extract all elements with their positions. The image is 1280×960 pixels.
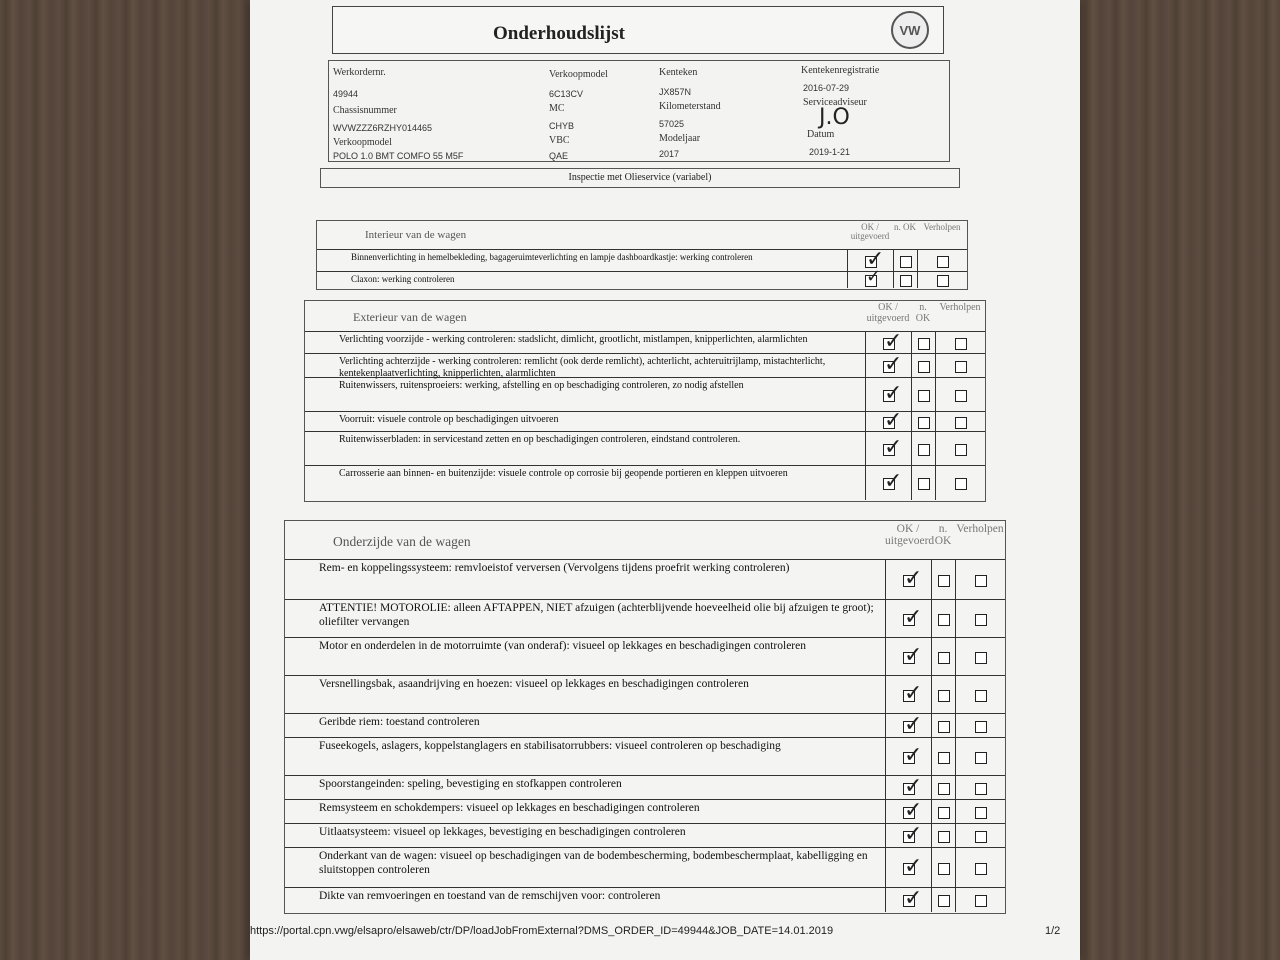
- nok-checkbox[interactable]: [938, 575, 950, 587]
- page-title: Onderhoudslijst: [493, 23, 625, 44]
- checklist-cell: [865, 332, 866, 354]
- nok-checkbox[interactable]: [918, 361, 930, 373]
- modeljaar-label: Modeljaar: [659, 133, 701, 144]
- checklist-cell: [917, 272, 918, 288]
- chassisnummer-value: WVWZZZ6RZHY014465: [333, 123, 433, 133]
- verholpen-checkbox[interactable]: [975, 752, 987, 764]
- check-mark-icon: ✓: [904, 712, 923, 737]
- checklist-row: [285, 823, 1005, 848]
- vbc-value: QAE: [549, 151, 569, 161]
- checklist-cell: [847, 250, 848, 272]
- nok-checkbox[interactable]: [900, 275, 912, 287]
- checklist-row: [285, 559, 1005, 600]
- nok-checkbox[interactable]: [938, 831, 950, 843]
- check-mark-icon: ✓: [904, 822, 923, 847]
- verkoopmodel-code: 6C13CV: [549, 89, 584, 99]
- adviseur-signature: J.O: [819, 105, 850, 130]
- checklist-item-text: Versnellingsbak, asaandrijving en hoezen: visueel op lekkages en beschadigingen controleren: [319, 678, 749, 690]
- checklist-cell: [911, 354, 912, 378]
- checklist-cell: [931, 676, 932, 714]
- nok-checkbox[interactable]: [918, 390, 930, 402]
- checklist-cell: [885, 738, 886, 776]
- check-mark-icon: ✓: [904, 643, 923, 668]
- verholpen-checkbox[interactable]: [975, 895, 987, 907]
- checklist-cell: [885, 848, 886, 888]
- datum-value: 2019-1-21: [809, 147, 851, 157]
- checklist-cell: [917, 250, 918, 272]
- nok-checkbox[interactable]: [938, 690, 950, 702]
- check-mark-icon: ✓: [904, 605, 923, 630]
- inspection-title: Inspectie met Olieservice (variabel): [320, 168, 960, 188]
- checklist-row: [285, 599, 1005, 638]
- checklist-section: [316, 220, 968, 290]
- checklist-row: [317, 266, 967, 288]
- checklist-cell: [885, 714, 886, 738]
- verholpen-checkbox[interactable]: [975, 831, 987, 843]
- verholpen-checkbox[interactable]: [975, 575, 987, 587]
- checklist-cell: [935, 412, 936, 432]
- checklist-item-text: Ruitenwisserbladen: in servicestand zetten en op beschadigingen controleren, eindstand controleren.: [339, 434, 741, 445]
- vehicle-info-box: [328, 60, 950, 162]
- verholpen-checkbox[interactable]: [955, 478, 967, 490]
- checklist-row: [285, 637, 1005, 676]
- checklist-cell: [955, 676, 956, 714]
- column-ok-header: OK / uitgevoerd: [850, 222, 890, 242]
- checklist-section: [304, 300, 986, 502]
- verholpen-checkbox[interactable]: [937, 275, 949, 287]
- checklist-item-text: Dikte van remvoeringen en toestand van de remschijven voor: controleren: [319, 890, 661, 902]
- check-mark-icon: ✓: [866, 266, 882, 287]
- checklist-row: [285, 799, 1005, 824]
- km-value: 57025: [659, 119, 685, 129]
- checklist-row: [285, 887, 1005, 912]
- kenteken-label: Kenteken: [659, 67, 698, 78]
- checklist-cell: [955, 776, 956, 800]
- checklist-cell: [893, 250, 894, 272]
- nok-checkbox[interactable]: [938, 752, 950, 764]
- nok-checkbox[interactable]: [938, 895, 950, 907]
- checklist-item-text: Rem- en koppelingssysteem: remvloeistof verversen (Vervolgens tijdens proefrit werking controleren): [319, 562, 790, 574]
- checklist-cell: [865, 354, 866, 378]
- checklist-row: [285, 713, 1005, 738]
- check-mark-icon: ✓: [904, 681, 923, 706]
- column-ok-header: OK / uitgevoerd: [866, 302, 910, 324]
- checklist-item-text: Claxon: werking controleren: [351, 274, 455, 284]
- section-title: Exterieur van de wagen: [353, 310, 467, 324]
- checklist-cell: [931, 888, 932, 912]
- checklist-cell: [885, 638, 886, 676]
- checklist-cell: [885, 824, 886, 848]
- checklist-cell: [885, 776, 886, 800]
- nok-checkbox[interactable]: [938, 721, 950, 733]
- mc-value: CHYB: [549, 121, 575, 131]
- verholpen-checkbox[interactable]: [975, 721, 987, 733]
- checklist-cell: [911, 332, 912, 354]
- checklist-cell: [955, 824, 956, 848]
- checklist-cell: [885, 676, 886, 714]
- vbc-label: VBC: [549, 135, 570, 146]
- checklist-cell: [865, 466, 866, 500]
- verholpen-checkbox[interactable]: [975, 807, 987, 819]
- check-mark-icon: ✓: [884, 329, 903, 354]
- checklist-cell: [935, 378, 936, 412]
- km-label: Kilometerstand: [659, 101, 721, 112]
- checklist-cell: [935, 432, 936, 466]
- checklist-cell: [955, 800, 956, 824]
- footer-url: https://portal.cpn.vwg/elsapro/elsaweb/ctr/DP/loadJobFromExternal?DMS_ORDER_ID=49944&JOB_DATE=14.01.2019: [250, 925, 834, 937]
- checklist-cell: [955, 638, 956, 676]
- checklist-item-text: Fuseekogels, aslagers, koppelstanglagers en stabilisatorrubbers: visueel controleren op beschadiging: [319, 740, 781, 752]
- checklist-cell: [955, 738, 956, 776]
- column-nok-header: n. OK: [915, 302, 931, 324]
- checklist-cell: [865, 378, 866, 412]
- checklist-cell: [955, 848, 956, 888]
- checklist-cell: [935, 354, 936, 378]
- checklist-row: [305, 353, 985, 378]
- vw-logo-icon: VW: [891, 11, 929, 49]
- checklist-cell: [955, 560, 956, 600]
- verholpen-checkbox[interactable]: [955, 417, 967, 429]
- nok-checkbox[interactable]: [918, 444, 930, 456]
- verholpen-checkbox[interactable]: [937, 256, 949, 268]
- check-mark-icon: ✓: [884, 435, 903, 460]
- verholpen-checkbox[interactable]: [975, 690, 987, 702]
- checklist-cell: [931, 560, 932, 600]
- datum-label: Datum: [807, 129, 835, 140]
- checklist-cell: [885, 800, 886, 824]
- checklist-item-text: Onderkant van de wagen: visueel op beschadigingen van de bodembescherming, bodembeschermplaat, kabelligging en sluitstoppen controleren: [319, 850, 868, 876]
- column-verholpen-header: Verholpen: [939, 302, 981, 313]
- checklist-cell: [955, 888, 956, 912]
- nok-checkbox[interactable]: [938, 614, 950, 626]
- checklist-cell: [893, 272, 894, 288]
- checklist-cell: [911, 412, 912, 432]
- nok-checkbox[interactable]: [938, 783, 950, 795]
- werkordernr-value: 49944: [333, 89, 359, 99]
- column-ok-header: OK / uitgevoerd: [885, 523, 935, 548]
- registratie-value: 2016-07-29: [803, 83, 850, 93]
- checklist-section: [284, 520, 1006, 914]
- checklist-cell: [865, 432, 866, 466]
- checklist-item-text: Carrosserie aan binnen- en buitenzijde: visuele controle op corrosie bij geopende portieren en kleppen uitvoeren: [339, 468, 788, 479]
- nok-checkbox[interactable]: [918, 417, 930, 429]
- werkordernr-label: Werkordernr.: [333, 67, 386, 78]
- chassisnummer-label: Chassisnummer: [333, 105, 397, 116]
- column-verholpen-header: Verholpen: [956, 523, 1004, 535]
- column-nok-header: n. OK: [894, 222, 916, 232]
- column-verholpen-header: Verholpen: [923, 222, 961, 232]
- checklist-row: [305, 465, 985, 500]
- checklist-cell: [911, 378, 912, 412]
- adviseur-label: Serviceadviseur: [803, 97, 867, 108]
- checklist-cell: [955, 600, 956, 638]
- verholpen-checkbox[interactable]: [975, 783, 987, 795]
- check-mark-icon: ✓: [884, 381, 903, 406]
- page-number: 1/2: [1045, 925, 1061, 937]
- checklist-item-text: Remsysteem en schokdempers: visueel op lekkages en beschadigingen controleren: [319, 802, 700, 814]
- checklist-row: [285, 737, 1005, 776]
- verholpen-checkbox[interactable]: [955, 444, 967, 456]
- check-mark-icon: ✓: [904, 886, 923, 911]
- nok-checkbox[interactable]: [918, 478, 930, 490]
- checklist-cell: [931, 824, 932, 848]
- checklist-cell: [931, 738, 932, 776]
- checklist-item-text: Verlichting achterzijde - werking controleren: remlicht (ook derde remlicht), achterlicht, achteruitrijlamp, mistachterlicht, kentekenplaatverlichting, knipperlichten, alarmlichten: [339, 356, 826, 379]
- checklist-row: [285, 675, 1005, 714]
- nok-checkbox[interactable]: [938, 863, 950, 875]
- checklist-cell: [885, 600, 886, 638]
- nok-checkbox[interactable]: [938, 807, 950, 819]
- checklist-item-text: Voorruit: visuele controle op beschadigingen uitvoeren: [339, 414, 559, 425]
- maintenance-sheet: [250, 0, 1080, 960]
- checklist-cell: [885, 888, 886, 912]
- checklist-row: [305, 331, 985, 354]
- checklist-item-text: ATTENTIE! MOTOROLIE: alleen AFTAPPEN, NIET afzuigen (achterblijvende hoeveelheid olie bij afzuigen te groot); oliefilter vervangen: [319, 602, 874, 628]
- verkoopmodel-value: POLO 1.0 BMT COMFO 55 M5F: [333, 151, 464, 161]
- kenteken-value: JX857N: [659, 87, 692, 97]
- modeljaar-value: 2017: [659, 149, 680, 159]
- checklist-cell: [935, 332, 936, 354]
- checklist-row: [305, 408, 985, 433]
- nok-checkbox[interactable]: [900, 256, 912, 268]
- checklist-cell: [885, 560, 886, 600]
- check-mark-icon: ✓: [904, 774, 923, 799]
- verholpen-checkbox[interactable]: [955, 390, 967, 402]
- checklist-row: [305, 377, 985, 412]
- checklist-cell: [955, 714, 956, 738]
- verholpen-checkbox[interactable]: [975, 863, 987, 875]
- section-title: Interieur van de wagen: [365, 229, 467, 241]
- checklist-item-text: Geribde riem: toestand controleren: [319, 716, 480, 728]
- checklist-cell: [931, 600, 932, 638]
- checklist-item-text: Motor en onderdelen in de motorruimte (van onderaf): visueel op lekkages en beschadigingen controleren: [319, 640, 806, 652]
- nok-checkbox[interactable]: [938, 652, 950, 664]
- mc-label: MC: [549, 103, 565, 114]
- registratie-label: Kentekenregistratie: [801, 65, 880, 76]
- checklist-row: [285, 775, 1005, 800]
- title-box: [332, 6, 944, 54]
- checklist-cell: [911, 432, 912, 466]
- checklist-cell: [931, 848, 932, 888]
- checklist-item-text: Uitlaatsysteem: visueel op lekkages, bevestiging en beschadigingen controleren: [319, 826, 686, 838]
- checklist-cell: [911, 466, 912, 500]
- checklist-cell: [847, 272, 848, 288]
- check-mark-icon: ✓: [884, 469, 903, 494]
- checklist-item-text: Spoorstangeinden: speling, bevestiging en stofkappen controleren: [319, 778, 622, 790]
- check-mark-icon: ✓: [884, 408, 903, 433]
- check-mark-icon: ✓: [904, 798, 923, 823]
- check-mark-icon: ✓: [904, 854, 923, 879]
- check-mark-icon: ✓: [904, 743, 923, 768]
- checklist-cell: [931, 776, 932, 800]
- check-mark-icon: ✓: [884, 352, 903, 377]
- checklist-cell: [931, 638, 932, 676]
- checklist-cell: [931, 714, 932, 738]
- section-title: Onderzijde van de wagen: [333, 534, 471, 549]
- checklist-item-text: Ruitenwissers, ruitensproeiers: werking, afstelling en op beschadiging controleren, zo nodig afstellen: [339, 380, 744, 391]
- column-nok-header: n. OK: [934, 523, 952, 548]
- check-mark-icon: ✓: [866, 247, 885, 272]
- check-mark-icon: ✓: [904, 566, 923, 591]
- checklist-item-text: Binnenverlichting in hemelbekleding, bagageruimteverlichting en lampje dashboardkastje: werking controleren: [351, 252, 753, 262]
- nok-checkbox[interactable]: [918, 338, 930, 350]
- checklist-row: [285, 847, 1005, 888]
- verholpen-checkbox[interactable]: [955, 361, 967, 373]
- checklist-cell: [935, 466, 936, 500]
- verholpen-checkbox[interactable]: [955, 338, 967, 350]
- checklist-row: [305, 431, 985, 466]
- verkoopmodel-label: Verkoopmodel: [333, 137, 392, 148]
- verkoopmodel2-label: Verkoopmodel: [549, 69, 608, 80]
- verholpen-checkbox[interactable]: [975, 614, 987, 626]
- checklist-cell: [931, 800, 932, 824]
- checklist-item-text: Verlichting voorzijde - werking controleren: stadslicht, dimlicht, grootlicht, mistlampen, knipperlichten, alarmlichten: [339, 334, 808, 345]
- checklist-cell: [865, 412, 866, 432]
- verholpen-checkbox[interactable]: [975, 652, 987, 664]
